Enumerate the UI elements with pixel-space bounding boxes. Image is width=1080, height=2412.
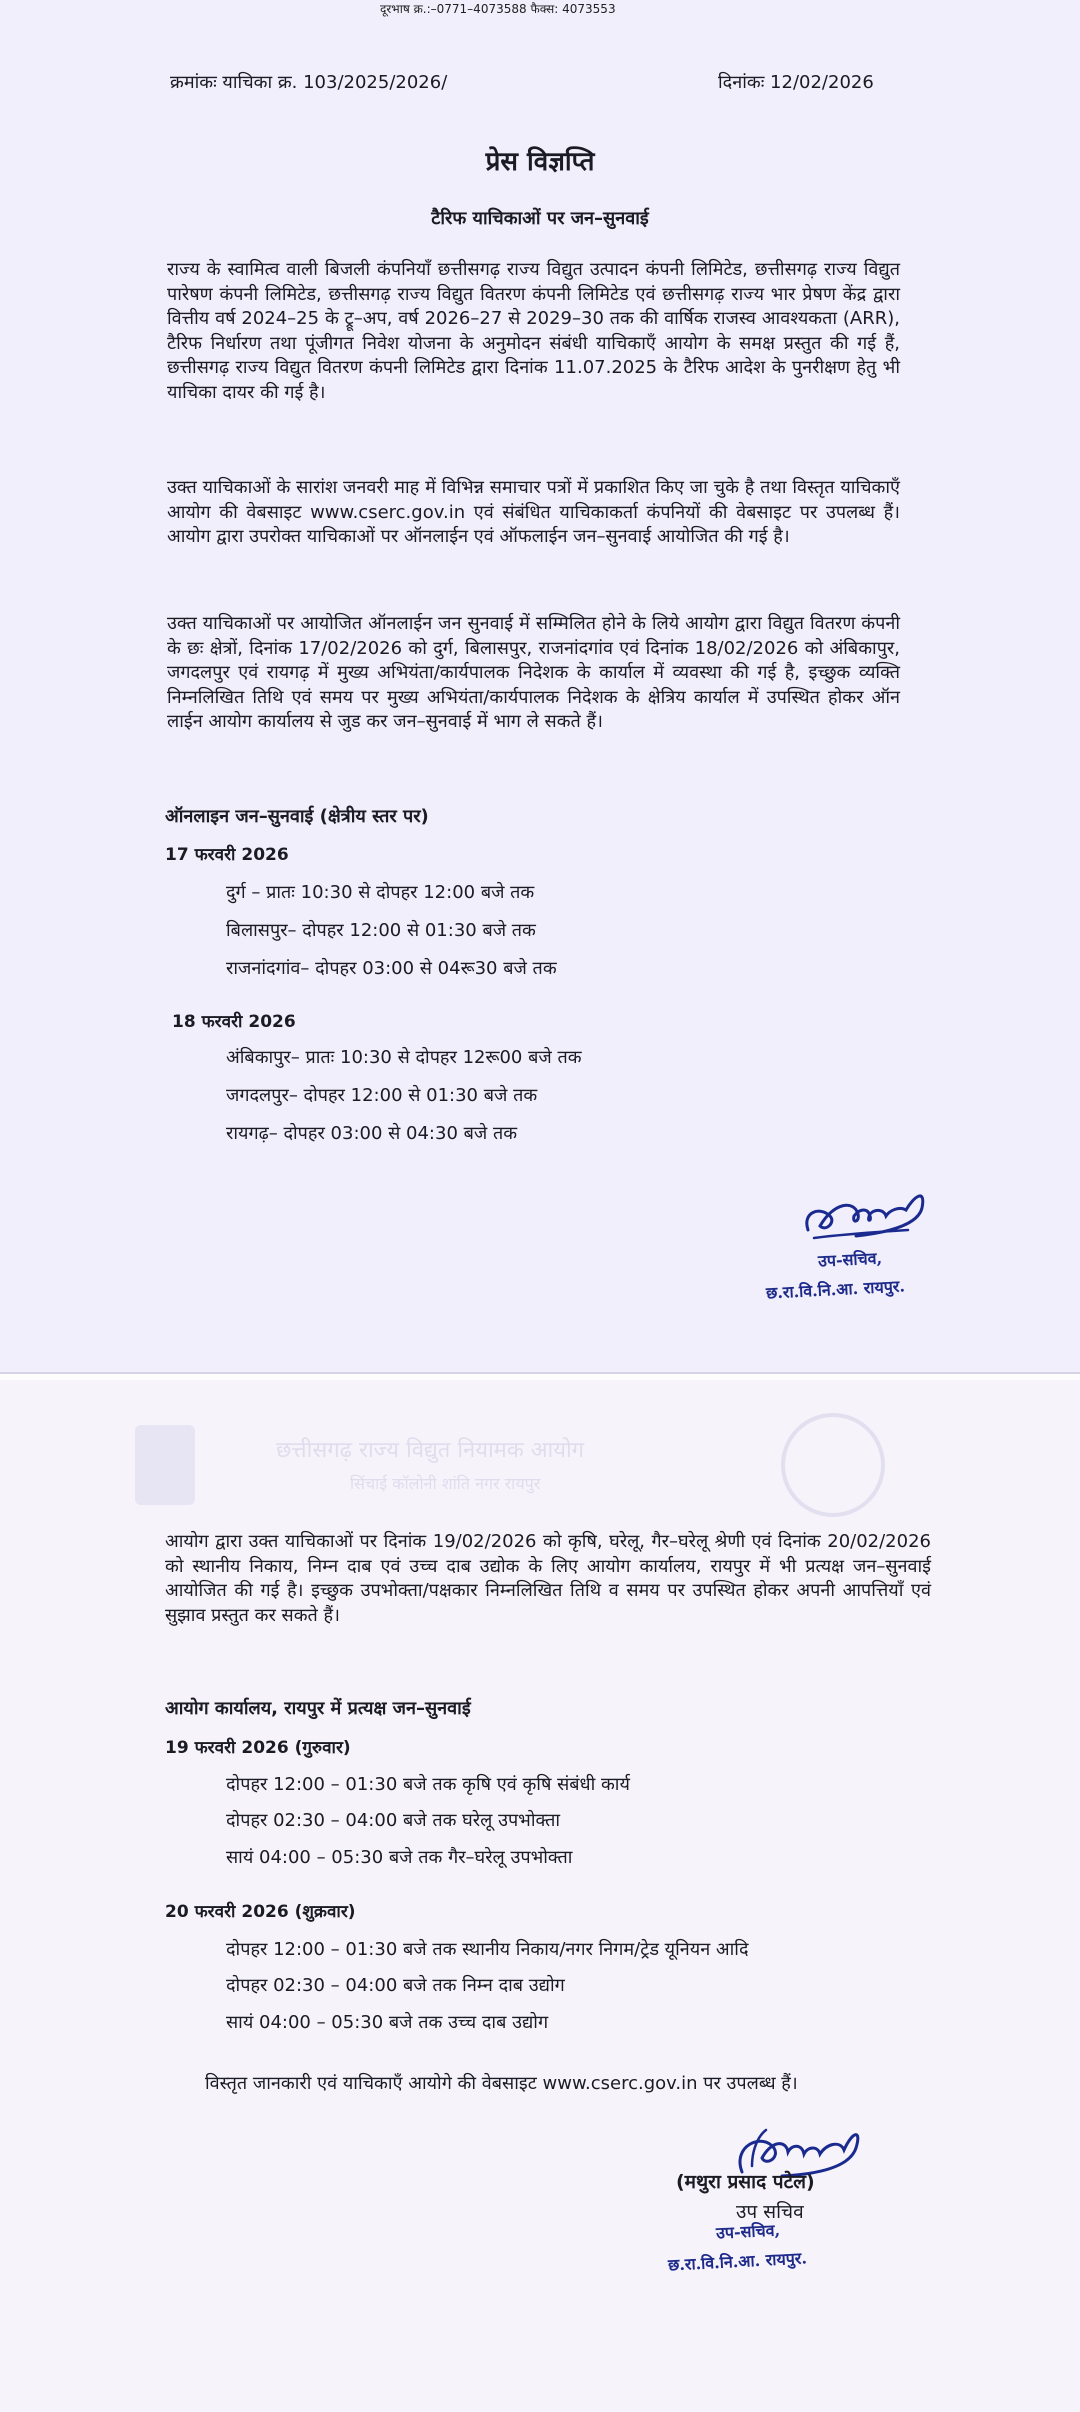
schedule-item: जगदलपुर– दोपहर 12:00 से 01:30 बजे तक [226, 1085, 538, 1106]
signatory-name: (मथुरा प्रसाद पटेल) [676, 2171, 815, 2193]
schedule-item: दोपहर 12:00 – 01:30 बजे तक स्थानीय निकाय/नगर निगम/ट्रेड यूनियन आदि [226, 1939, 749, 1960]
online-hearing-heading: ऑनलाइन जन–सुनवाई (क्षेत्रीय स्तर पर) [165, 806, 429, 827]
schedule-item: सायं 04:00 – 05:30 बजे तक उच्च दाब उद्योग [226, 2012, 549, 2033]
letterhead-watermark: छत्तीसगढ़ राज्य विद्युत नियामक आयोग [276, 1438, 585, 1463]
page-subtitle: टैरिफ याचिकाओं पर जन–सुनवाई [431, 208, 649, 229]
letterhead-watermark-address: सिंचाई कॉलोनी शांति नगर रायपुर [350, 1474, 541, 1493]
schedule-item: दोपहर 12:00 – 01:30 बजे तक कृषि एवं कृषि संबंधी कार्य [226, 1774, 630, 1795]
schedule-item: अंबिकापुर– प्रातः 10:30 से दोपहर 12रू00 बजे तक [226, 1047, 582, 1068]
paragraph-intro: राज्य के स्वामित्व वाली बिजली कंपनियाँ छत्तीसगढ़ राज्य विद्युत उत्पादन कंपनी लिमिटेड, छत्तीसगढ़ राज्य विद्युत पारेषण कंपनी लिमिटेड, छत्तीसगढ़ राज्य विद्युत वितरण कंपनी लिमिटेड एवं छत्तीसगढ़ राज्य भार प्रेषण केंद्र द्वारा वित्तीय वर्ष 2024–25 के ट्रू–अप, वर्ष 2026–27 से 2029–30 तक की वार्षिक राजस्व आवश्यकता (ARR), टैरिफ निर्धारण तथा पूंजीगत निवेश योजना के अनुमोदन संबंधी याचिकाएँ आयोग के समक्ष प्रस्तुत की गई हैं, छत्तीसगढ़ राज्य विद्युत वितरण कंपनी लिमिटेड द्वारा दिनांक 11.07.2025 के टैरिफ आदेश के पुनरीक्षण हेतु भी याचिका दायर की गई है। [167, 259, 900, 403]
emblem-watermark-icon [130, 1420, 200, 1510]
schedule-date-19-feb: 19 फरवरी 2026 (गुरुवार) [165, 1738, 351, 1758]
paragraph-online-hearing: उक्त याचिकाओं पर आयोजित ऑनलाईन जन सुनवाई में सम्मिलित होने के लिये आयोग द्वारा विद्युत वितरण कंपनी के छः क्षेत्रों, दिनांक 17/02/2026 को दुर्ग, बिलासपुर, राजनांदगांव एवं दिनांक 18/02/2026 को अंबिकापुर, जगदलपुर एवं रायगढ़ में मुख्य अभियंता/कार्यपालक निदेशक के कार्याल में व्यवस्था की गई है, इच्छुक व्यक्ति निम्नलिखित तिथि एवं समय पर मुख्य अभियंता/कार्यपालक निदेशक के क्षेत्रिय कार्याल में उपस्थित होकर ऑन लाईन आयोग कार्यालय से जुड कर जन–सुनवाई में भाग ले सकते हैं। [167, 613, 900, 733]
paragraph-closing: विस्तृत जानकारी एवं याचिकाएँ आयोगे की वेबसाइट www.cserc.gov.in पर उपलब्ध हैं। [205, 2073, 798, 2094]
schedule-item: रायगढ़– दोपहर 03:00 से 04:30 बजे तक [226, 1123, 518, 1144]
page-title: प्रेस विज्ञप्ति [485, 147, 595, 177]
reference-number: क्रमांकः याचिका क्र. 103/2025/2026/ [170, 72, 448, 93]
signature-designation: उप-सचिव, [715, 2220, 781, 2243]
paragraph-summary: उक्त याचिकाओं के सारांश जनवरी माह में विभिन्न समाचार पत्रों में प्रकाशित किए जा चुके है तथा विस्तृत याचिकाएँ आयोग की वेबसाइट www.cserc.gov.in एवं संबंधित याचिकाकर्ता कंपनियों की वेबसाइट पर उपलब्ध हैं। आयोग द्वारा उपरोक्त याचिकाओं पर ऑनलाईन एवं ऑफलाईन जन–सुनवाई आयोजित की गई है। [167, 477, 900, 548]
schedule-item: दोपहर 02:30 – 04:00 बजे तक घरेलू उपभोक्ता [226, 1810, 561, 1831]
office-hearing-heading: आयोग कार्यालय, रायपुर में प्रत्यक्ष जन–सुनवाई [165, 1698, 471, 1719]
contact-strip: दूरभाष क्र.:–0771–4073588 फैक्स: 4073553 [380, 2, 616, 16]
schedule-date-18-feb: 18 फरवरी 2026 [172, 1012, 296, 1032]
schedule-item: दोपहर 02:30 – 04:00 बजे तक निम्न दाब उद्योग [226, 1975, 565, 1996]
document-date: दिनांकः 12/02/2026 [718, 72, 874, 93]
schedule-item: दुर्ग – प्रातः 10:30 से दोपहर 12:00 बजे तक [226, 882, 535, 903]
signatory-title: उप सचिव [736, 2201, 804, 2223]
schedule-item: सायं 04:00 – 05:30 बजे तक गैर–घरेलू उपभोक्ता [226, 1847, 573, 1868]
signature-scribble-icon [796, 1172, 936, 1254]
schedule-date-20-feb: 20 फरवरी 2026 (शुक्रवार) [165, 1902, 356, 1922]
seal-watermark-icon [778, 1410, 888, 1520]
paragraph-office-hearing: आयोग द्वारा उक्त याचिकाओं पर दिनांक 19/02/2026 को कृषि, घरेलू, गैर–घरेलू श्रेणी एवं दिनांक 20/02/2026 को स्थानीय निकाय, निम्न दाब एवं उच्च दाब उद्योक के लिए आयोग कार्यालय, रायपुर में भी प्रत्यक्ष जन–सुनवाई आयोजित की गई है। इच्छुक उपभोक्ता/पक्षकार निम्नलिखित तिथि व समय पर उपस्थित होकर अपनी आपत्तियाँ एवं सुझाव प्रस्तुत कर सकते हैं। [165, 1531, 931, 1626]
schedule-item: राजनांदगांव– दोपहर 03:00 से 04रू30 बजे तक [226, 958, 557, 979]
schedule-item: बिलासपुर– दोपहर 12:00 से 01:30 बजे तक [226, 920, 536, 941]
signature-office: छ.रा.वि.नि.आ. रायपुर. [667, 2248, 808, 2275]
signature-designation: उप-सचिव, [817, 1248, 883, 1271]
signature-office: छ.रा.वि.नि.आ. रायपुर. [765, 1276, 906, 1303]
page-divider [0, 1372, 1080, 1380]
schedule-date-17-feb: 17 फरवरी 2026 [165, 845, 289, 865]
